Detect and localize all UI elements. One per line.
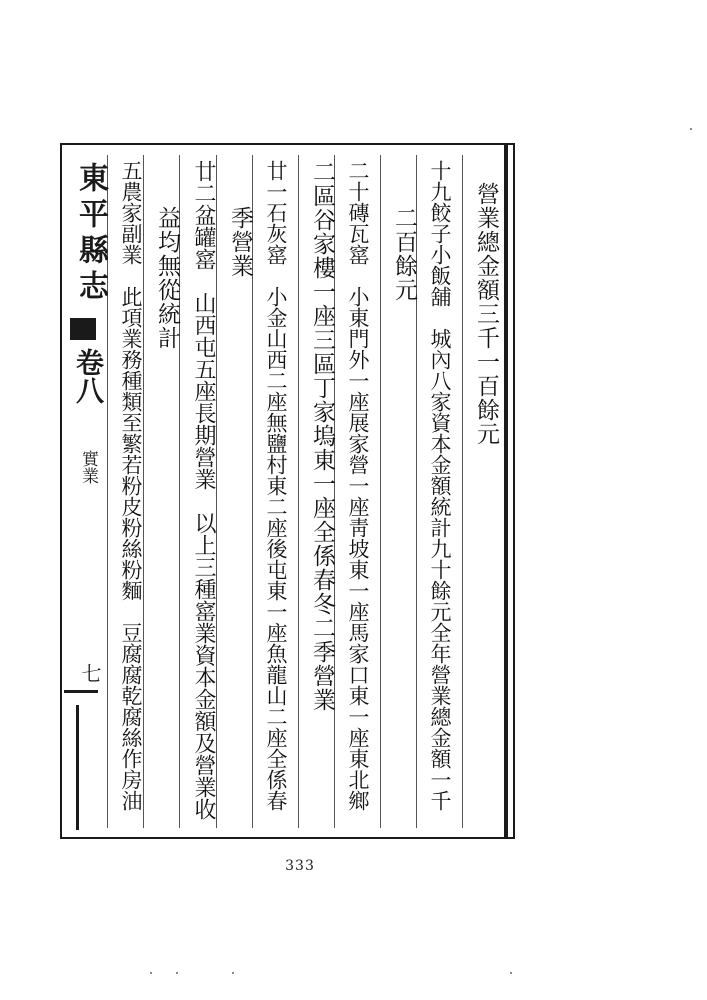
scan-speck xyxy=(232,972,234,974)
text-column-7: 季營業 xyxy=(227,206,253,278)
scan-speck xyxy=(690,128,692,130)
fishtail-bottom xyxy=(64,690,98,830)
scan-speck xyxy=(150,972,152,974)
scan-speck xyxy=(510,972,512,974)
margin-title: 東平縣志 xyxy=(73,162,108,306)
frame-inner-border xyxy=(504,145,511,837)
text-column-4: 二十磚瓦窰 小東門外一座展家營一座靑坡東一座馬家口東一座東北鄉 xyxy=(346,160,370,811)
margin-section: 實業 xyxy=(78,450,98,484)
text-column-8: 廿二盆罐窰 山西屯五座長期營業 以上三種窰業資本金額及營業收 xyxy=(191,160,216,820)
text-column-5: 二區谷家樓一座三區丁家塢東一座全係春冬二季營業 xyxy=(309,160,335,712)
scan-speck xyxy=(176,972,178,974)
text-column-6: 廿一石灰窰 小金山西二座無鹽村東二座後屯東一座魚龍山二座全係春 xyxy=(264,160,288,811)
margin-leaf-number: 七 xyxy=(78,663,102,683)
page-number: 333 xyxy=(285,858,315,874)
margin-volume: 卷八 xyxy=(72,348,105,404)
text-column-3: 二百餘元 xyxy=(391,206,417,302)
column-rule xyxy=(298,155,299,828)
text-column-10: 五農家副業 此項業務種類至繁若粉皮粉絲粉麵 豆腐腐乾腐絲作房油 xyxy=(119,160,143,811)
column-rule xyxy=(380,155,381,828)
text-column-9: 益均無從統計 xyxy=(154,206,180,350)
text-column-1: 營業總金額三千一百餘元 xyxy=(473,182,499,446)
column-rule xyxy=(462,155,463,828)
text-column-2: 十九餃子小飯舖 城內八家資本金額統計九十餘元全年營業總金額一千 xyxy=(428,160,452,811)
fishtail-mark xyxy=(70,318,96,340)
